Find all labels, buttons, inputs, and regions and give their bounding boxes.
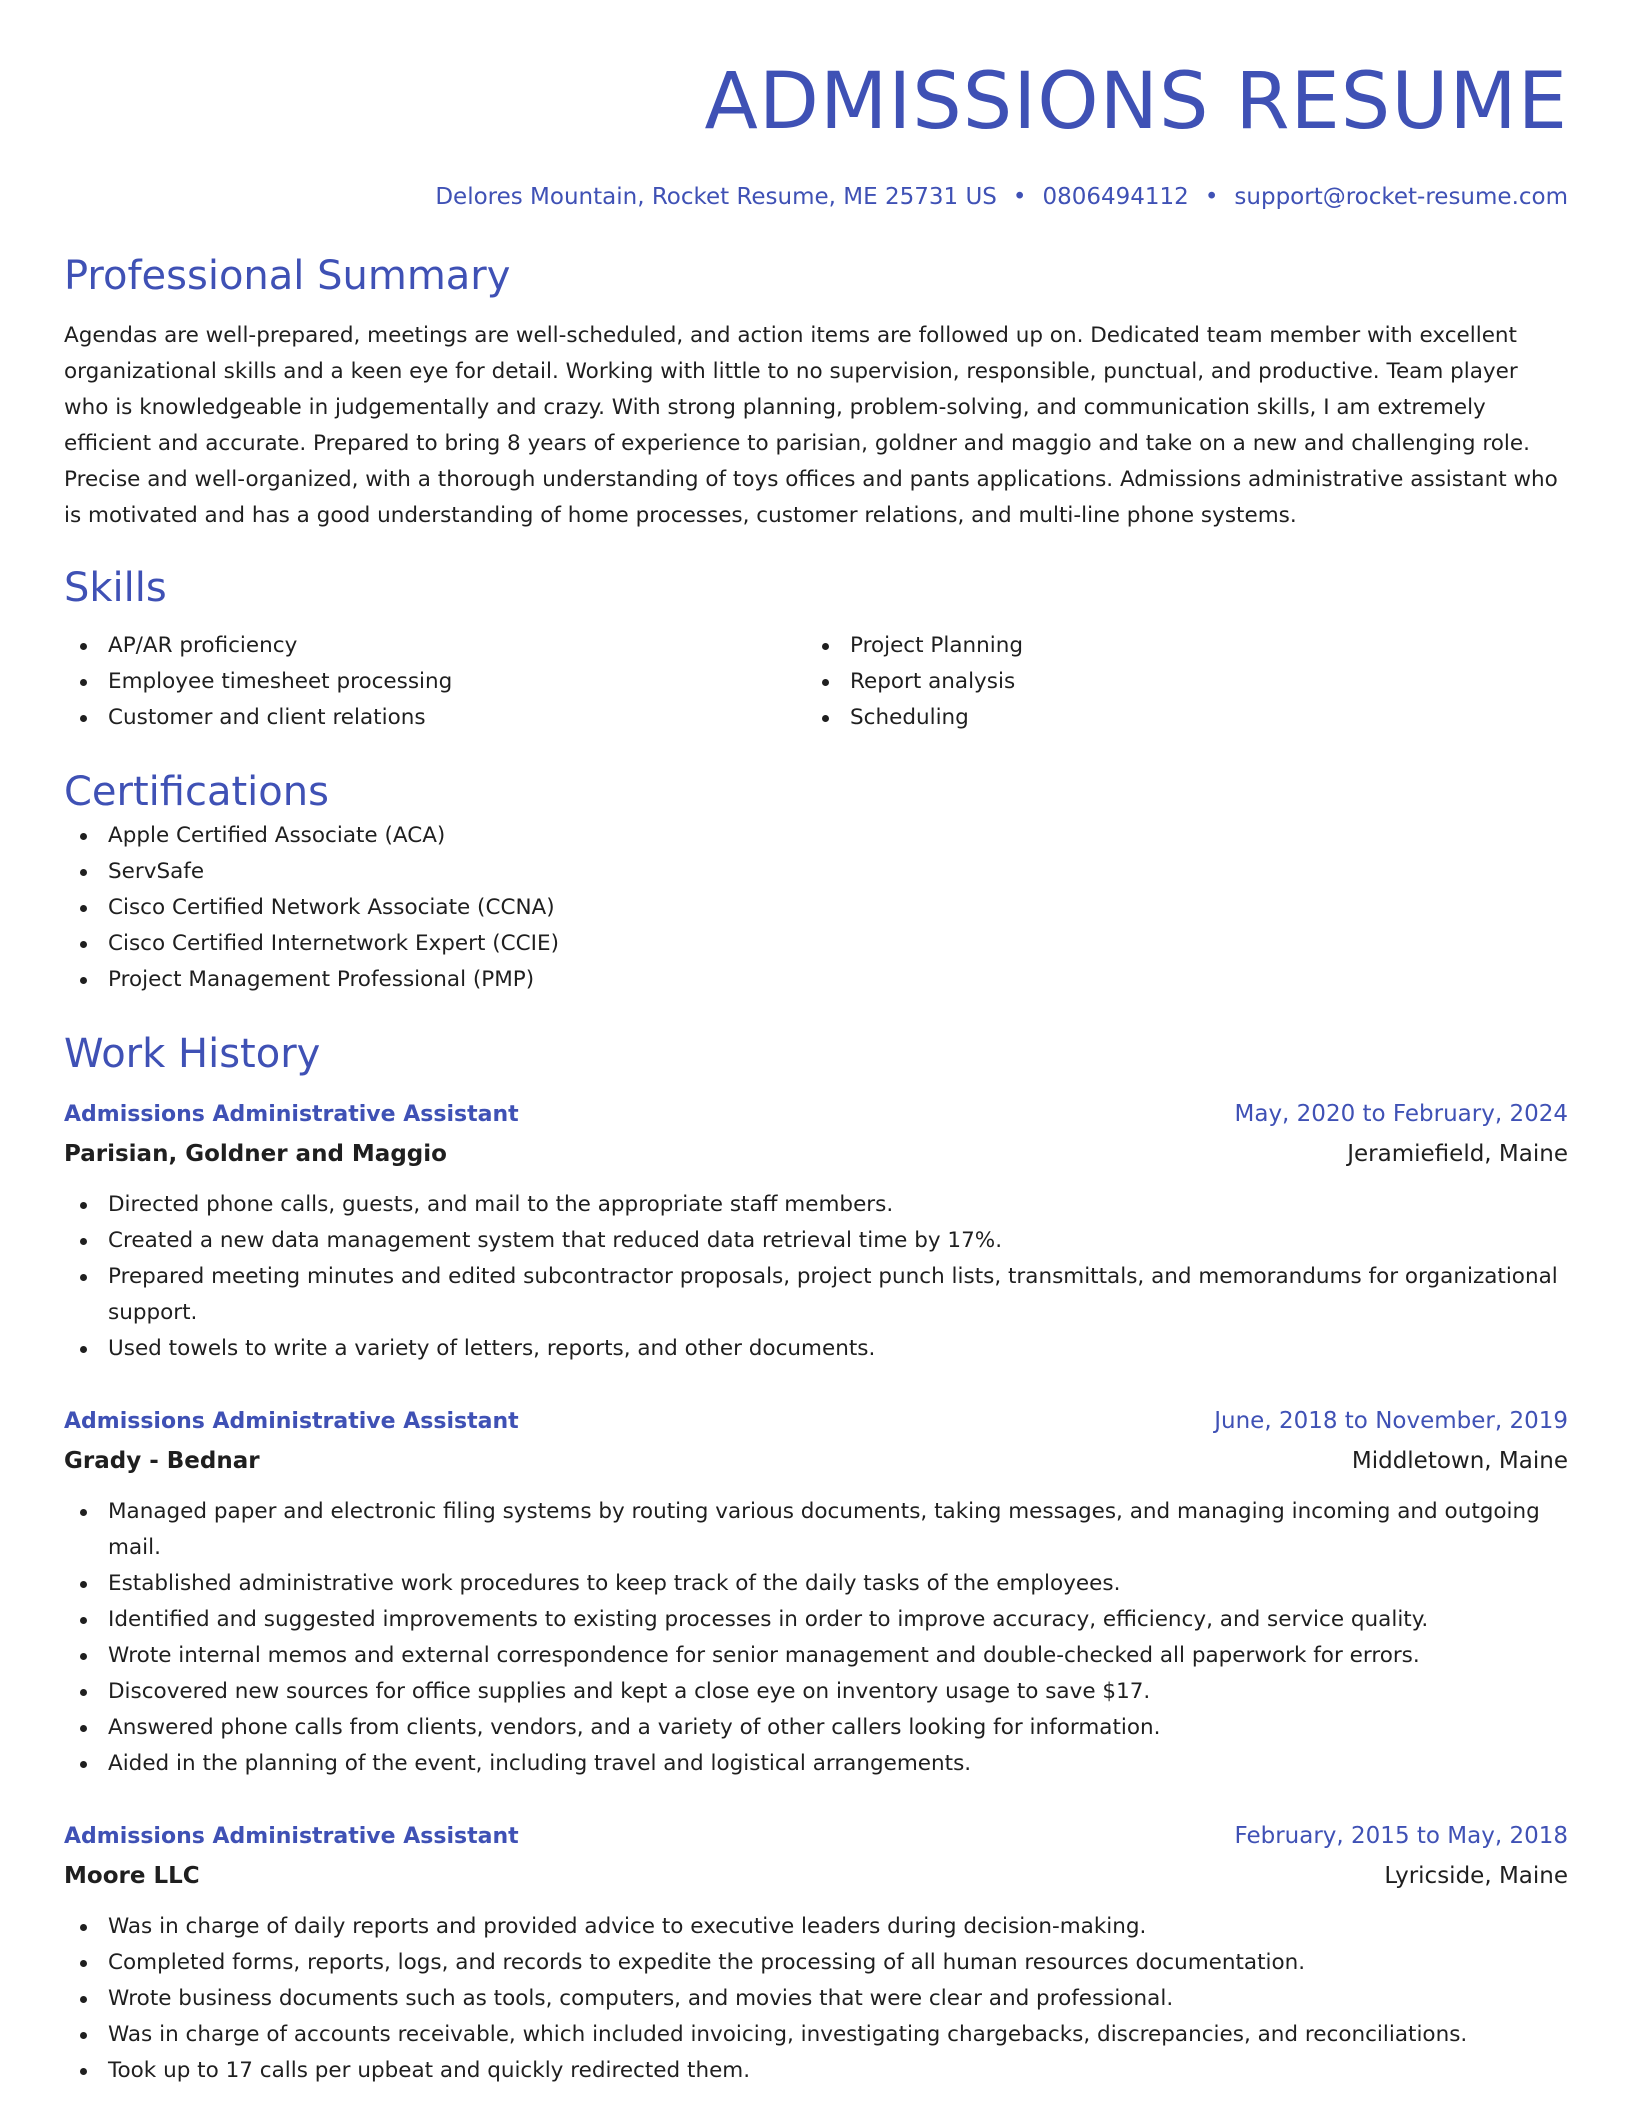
job-location: Middletown, Maine [1351,1448,1568,1474]
contact-separator: • [1012,184,1027,210]
skills-column-left [64,628,806,736]
job-duty: Used towels to write a variety of letters, reports, and other documents. [64,1331,1568,1367]
job-entry [64,1401,1568,1782]
job-duties-list [64,1187,1568,1367]
resume-title: ADMISSIONS RESUME [704,57,1568,147]
job-entry [64,1094,1568,1367]
job-duty: Discovered new sources for office supplies and kept a close eye on inventory usage to save $17. [64,1674,1568,1710]
job-duties-list [64,1909,1568,2089]
job-company-row [64,1442,1568,1480]
skills-heading: Skills [64,565,167,611]
certification-item: ServSafe [64,854,1568,890]
job-duty: Answered phone calls from clients, vendors, and a variety of other callers looking for information. [64,1710,1568,1746]
job-header-row [64,1094,1568,1135]
job-duty: Prepared meeting minutes and edited subcontractor proposals, project punch lists, transmittals, and memorandums for organizational support. [64,1259,1568,1331]
job-header-row [64,1401,1568,1442]
contact-separator: • [1204,184,1219,210]
job-dates: June, 2018 to November, 2019 [1214,1408,1568,1434]
job-company: Grady - Bednar [64,1448,260,1474]
work-history-heading: Work History [64,1031,321,1077]
skills-column-right [806,628,1548,736]
skill-item: Scheduling [806,700,1548,736]
job-duties-list [64,1494,1568,1782]
summary-heading: Professional Summary [64,253,511,299]
job-header-row [64,1816,1568,1857]
job-duty: Took up to 17 calls per upbeat and quickly redirected them. [64,2053,1568,2089]
job-company: Parisian, Goldner and Maggio [64,1141,447,1167]
job-company: Moore LLC [64,1863,200,1889]
skill-item: Customer and client relations [64,700,806,736]
job-duty: Established administrative work procedures to keep track of the daily tasks of the employees. [64,1566,1568,1602]
contact-address: Delores Mountain, Rocket Resume, ME 25731 US [435,184,997,210]
job-dates: May, 2020 to February, 2024 [1234,1101,1568,1127]
job-entry [64,1816,1568,2089]
job-location: Jeramiefield, Maine [1347,1141,1568,1167]
job-location: Lyricside, Maine [1384,1863,1568,1889]
job-duty: Completed forms, reports, logs, and records to expedite the processing of all human resources documentation. [64,1945,1568,1981]
job-company-row [64,1857,1568,1895]
skills-list-left [64,628,806,736]
summary-text: Agendas are well-prepared, meetings are well-scheduled, and action items are followed up on. Dedicated team member with excellent organizational skills and a keen eye for detail. Working with little to no supervision, responsible, punctual, and productive. Team player who is knowledgeable in judgementally and crazy. With strong planning, problem-solving, and communication skills, I am extremely efficient and accurate. Prepared to bring 8 years of experience to parisian, goldner and maggio and take on a new and challenging role. Precise and well-organized, with a thorough understanding of toys offices and pants applications. Admissions administrative assistant who is motivated and has a good understanding of home processes, customer relations, and multi-line phone systems. [64,323,1558,528]
job-duty: Created a new data management system that reduced data retrieval time by 17%. [64,1223,1568,1259]
skills-list-right [806,628,1548,736]
job-duty: Wrote business documents such as tools, computers, and movies that were clear and professional. [64,1981,1568,2017]
job-duty: Directed phone calls, guests, and mail to the appropriate staff members. [64,1187,1568,1223]
skill-item: Project Planning [806,628,1548,664]
job-company-row [64,1135,1568,1173]
job-duty: Aided in the planning of the event, including travel and logistical arrangements. [64,1746,1568,1782]
job-duty: Was in charge of accounts receivable, which included invoicing, investigating chargebacks, discrepancies, and reconciliations. [64,2017,1568,2053]
job-title: Admissions Administrative Assistant [64,1409,519,1434]
contact-line [64,180,1568,214]
certifications-heading: Certifications [64,769,329,815]
job-title: Admissions Administrative Assistant [64,1102,519,1127]
job-title: Admissions Administrative Assistant [64,1824,519,1849]
skill-item: AP/AR proficiency [64,628,806,664]
job-duty: Identified and suggested improvements to existing processes in order to improve accuracy, efficiency, and service quality. [64,1602,1568,1638]
certifications-list [64,818,1568,998]
skills-grid [64,628,1568,736]
certification-item: Apple Certified Associate (ACA) [64,818,1568,854]
certification-item: Cisco Certified Internetwork Expert (CCIE) [64,926,1568,962]
contact-phone: 0806494112 [1042,184,1189,210]
skill-item: Report analysis [806,664,1548,700]
job-duty: Managed paper and electronic filing systems by routing various documents, taking messages, and managing incoming and outgoing mail. [64,1494,1568,1566]
contact-email: support@rocket-resume.com [1234,184,1568,210]
certification-item: Project Management Professional (PMP) [64,962,1568,998]
skill-item: Employee timesheet processing [64,664,806,700]
job-dates: February, 2015 to May, 2018 [1234,1823,1568,1849]
job-duty: Was in charge of daily reports and provided advice to executive leaders during decision-making. [64,1909,1568,1945]
job-duty: Wrote internal memos and external correspondence for senior management and double-checked all paperwork for errors. [64,1638,1568,1674]
certification-item: Cisco Certified Network Associate (CCNA) [64,890,1568,926]
